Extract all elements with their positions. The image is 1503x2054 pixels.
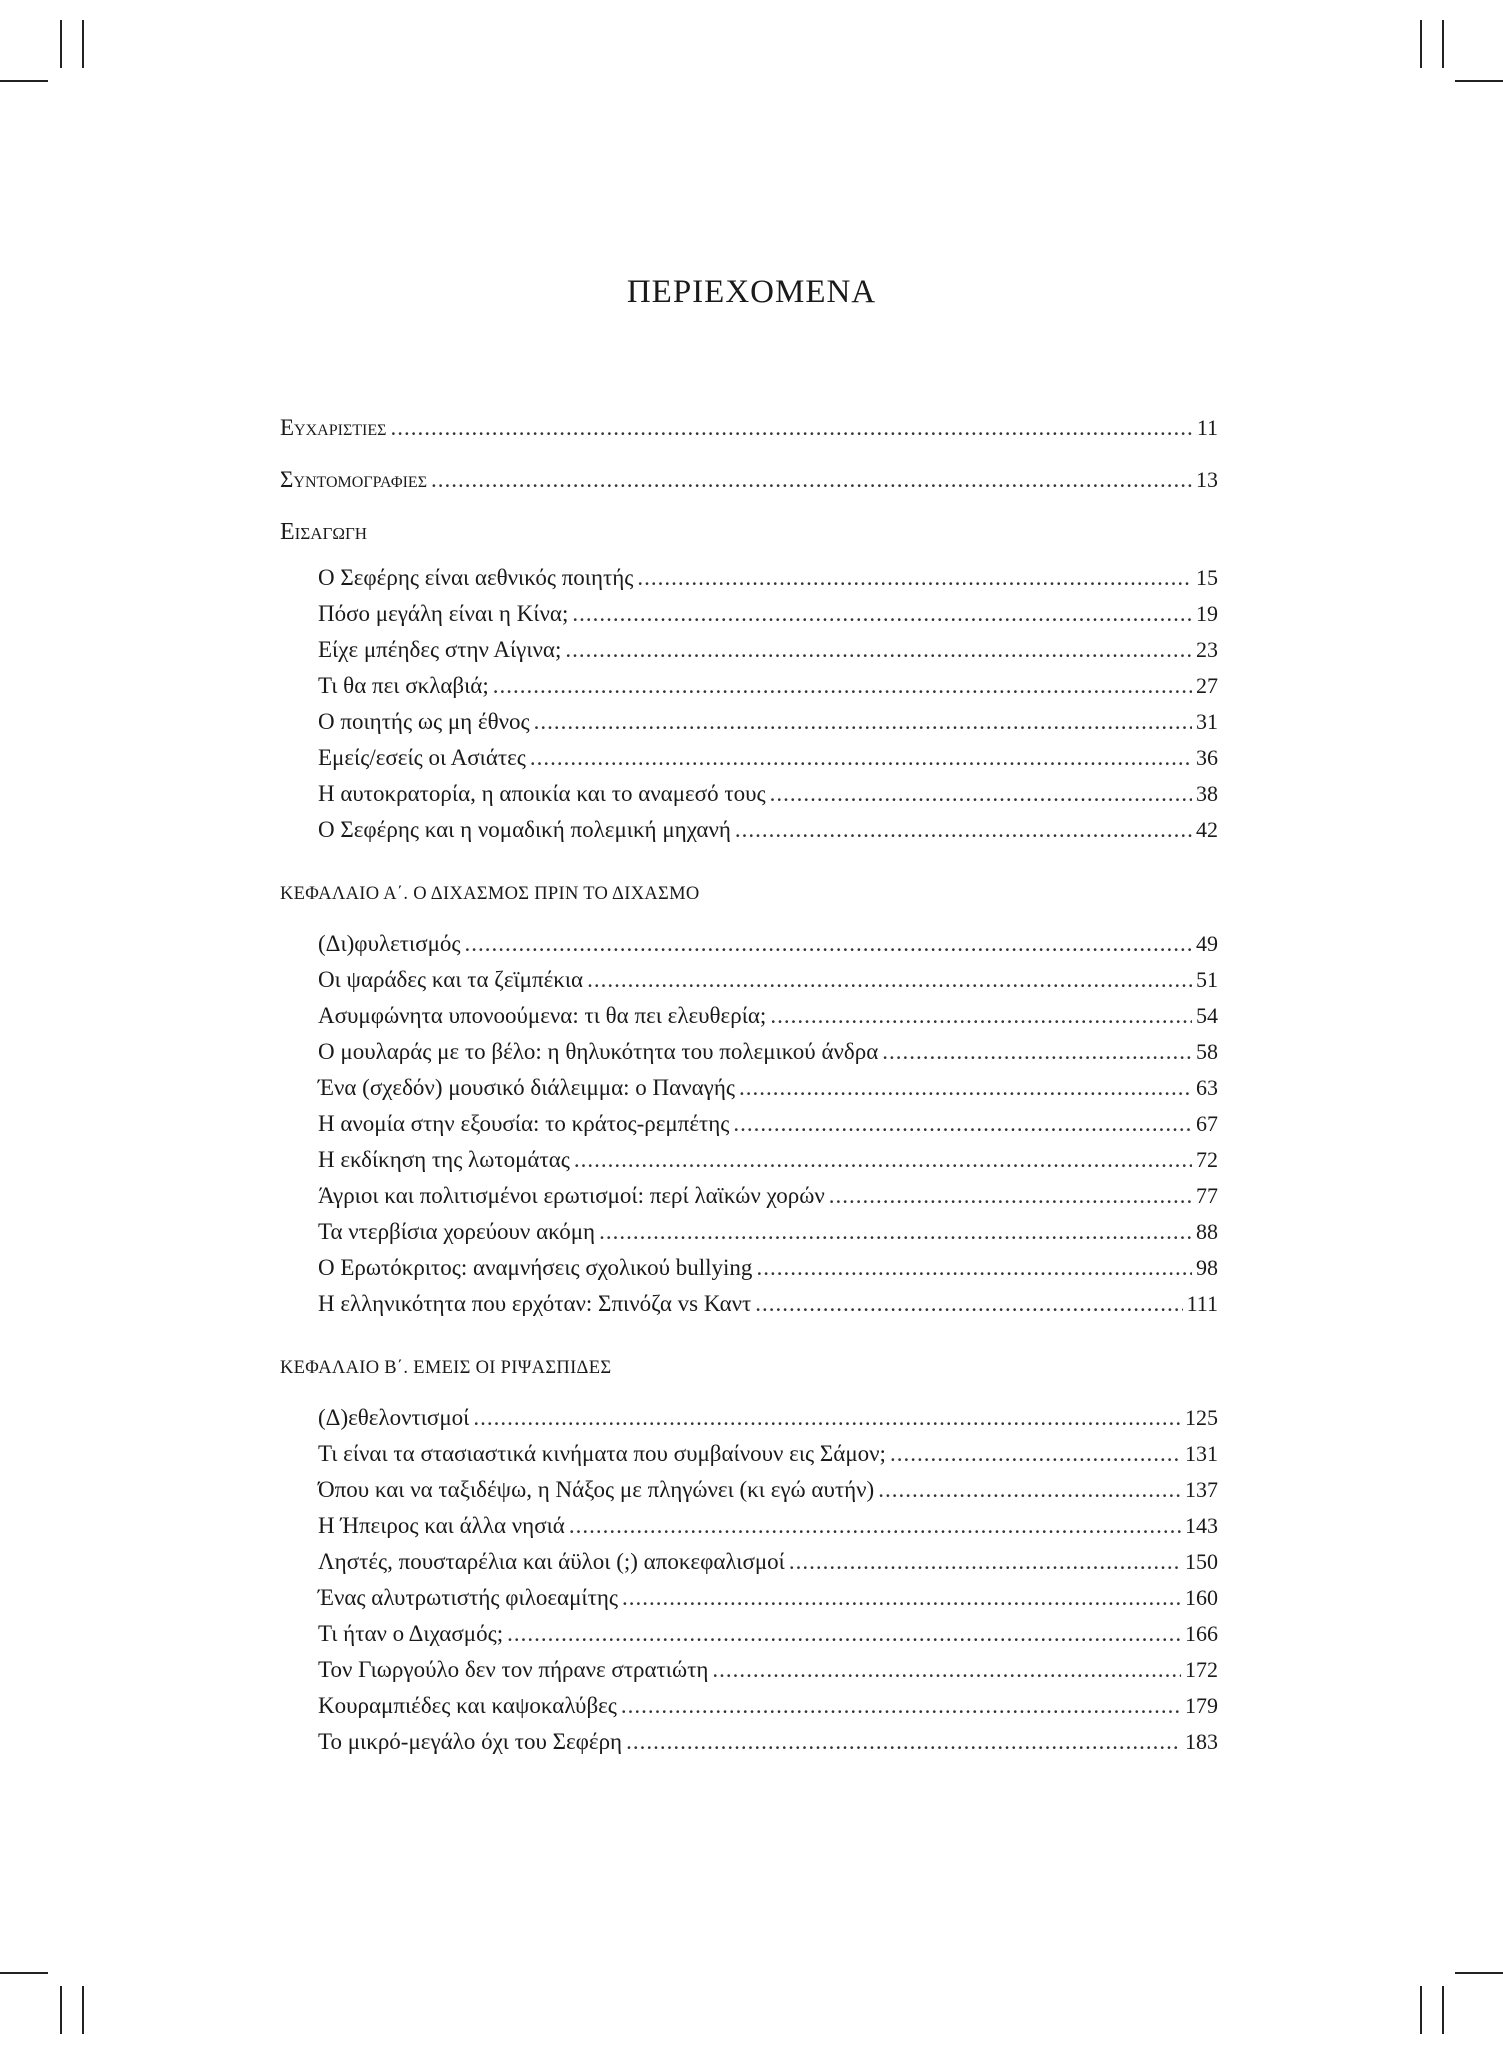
toc-entry-page: 42 bbox=[1196, 817, 1218, 842]
toc-entry-title: Η ελληνικότητα που ερχόταν: Σπινόζα vs Καντ bbox=[318, 1291, 752, 1316]
toc-entry bbox=[280, 1286, 1218, 1322]
toc-entry-title: (Δ)εθελοντισμοί bbox=[318, 1405, 470, 1430]
toc-entry bbox=[280, 596, 1218, 632]
crop-mark bbox=[1442, 20, 1444, 68]
toc-entry-page: 38 bbox=[1196, 781, 1218, 806]
toc-entry-title: Είχε μπέηδες στην Αίγινα; bbox=[318, 637, 562, 662]
dot-leader bbox=[431, 462, 1192, 498]
toc-entry-page: 131 bbox=[1185, 1441, 1218, 1466]
crop-mark bbox=[82, 1986, 84, 2034]
toc-entry-page: 166 bbox=[1185, 1621, 1218, 1646]
toc-entry bbox=[280, 1142, 1218, 1178]
toc-entry-page: 51 bbox=[1196, 967, 1218, 992]
toc-entry-page: 111 bbox=[1186, 1291, 1218, 1316]
toc-entry-page: 63 bbox=[1196, 1075, 1218, 1100]
dot-leader bbox=[465, 926, 1192, 962]
toc-entry bbox=[280, 1472, 1218, 1508]
toc-entry bbox=[280, 668, 1218, 704]
toc-entry bbox=[280, 1688, 1218, 1724]
crop-mark bbox=[60, 1986, 62, 2034]
toc-entry bbox=[280, 1070, 1218, 1106]
dot-leader bbox=[882, 1034, 1192, 1070]
dot-leader bbox=[507, 1616, 1181, 1652]
toc-entry-title: Άγριοι και πολιτισμένοι ερωτισμοί: περί λαϊκών χορών bbox=[318, 1183, 825, 1208]
page-title: ΠΕΡΙΕΧΟΜΕΝΑ bbox=[626, 274, 877, 310]
dot-leader bbox=[530, 740, 1192, 776]
toc-entry-page: 49 bbox=[1196, 931, 1218, 956]
dot-leader bbox=[587, 962, 1192, 998]
toc-entry bbox=[280, 1652, 1218, 1688]
dot-leader bbox=[755, 1286, 1182, 1322]
toc-entry-title: Όπου και να ταξιδέψω, η Νάξος με πληγώνει (κι εγώ αυτήν) bbox=[318, 1477, 875, 1502]
crop-mark bbox=[0, 80, 48, 82]
dot-leader bbox=[621, 1688, 1181, 1724]
toc-entry bbox=[280, 740, 1218, 776]
toc-entry bbox=[280, 962, 1218, 998]
dot-leader bbox=[735, 812, 1192, 848]
toc-entry bbox=[280, 1178, 1218, 1214]
toc-entry-title: Ένας αλυτρωτιστής φιλοεαμίτης bbox=[318, 1585, 618, 1610]
toc-entry-title: Ο μουλαράς με το βέλο: η θηλυκότητα του πολεμικού άνδρα bbox=[318, 1039, 879, 1064]
dot-leader bbox=[565, 632, 1192, 668]
toc-entry bbox=[280, 1580, 1218, 1616]
section-heading-introduction: Εισαγωγη bbox=[280, 519, 368, 545]
toc-entry bbox=[280, 1106, 1218, 1142]
toc-entry-page: 183 bbox=[1185, 1729, 1218, 1754]
toc-entry-page: 77 bbox=[1196, 1183, 1218, 1208]
toc-entry bbox=[280, 998, 1218, 1034]
toc-entry-page: 125 bbox=[1185, 1405, 1218, 1430]
toc-entry-title: (Δι)φυλετισμός bbox=[318, 931, 461, 956]
toc-entry-title: Πόσο μεγάλη είναι η Κίνα; bbox=[318, 601, 569, 626]
toc-entry-title: Ένα (σχεδόν) μουσικό διάλειμμα: ο Παναγής bbox=[318, 1075, 735, 1100]
toc-entry-title: Τα ντερβίσια χορεύουν ακόμη bbox=[318, 1219, 596, 1244]
toc-entry-title: Η Ήπειρος και άλλα νησιά bbox=[318, 1513, 565, 1538]
toc-entry-page: 54 bbox=[1196, 1003, 1218, 1028]
toc-entry-title: Η ανομία στην εξουσία: το κράτος-ρεμπέτης bbox=[318, 1111, 730, 1136]
dot-leader bbox=[390, 410, 1192, 446]
toc-entry bbox=[280, 926, 1218, 962]
dot-leader bbox=[626, 1724, 1181, 1760]
introduction-entries bbox=[280, 560, 1218, 848]
crop-mark bbox=[1442, 1986, 1444, 2034]
crop-mark bbox=[1455, 80, 1503, 82]
toc-entry bbox=[280, 1724, 1218, 1760]
toc-entry bbox=[280, 776, 1218, 812]
crop-mark bbox=[82, 20, 84, 68]
toc-entry-title: Ληστές, πουσταρέλια και άϋλοι (;) αποκεφαλισμοί bbox=[318, 1549, 785, 1574]
toc-entry-page: 88 bbox=[1196, 1219, 1218, 1244]
toc-entry-title: Ασυμφώνητα υπονοούμενα: τι θα πει ελευθερία; bbox=[318, 1003, 767, 1028]
toc-entry-title: Τι θα πει σκλαβιά; bbox=[318, 673, 489, 698]
dot-leader bbox=[473, 1400, 1181, 1436]
toc-entry bbox=[280, 1034, 1218, 1070]
dot-leader bbox=[890, 1436, 1181, 1472]
chapter-a-entries bbox=[280, 926, 1218, 1322]
toc-entry-abbreviations bbox=[280, 462, 1218, 498]
dot-leader bbox=[493, 668, 1192, 704]
toc-entry bbox=[280, 1250, 1218, 1286]
dot-leader bbox=[622, 1580, 1181, 1616]
toc-entry-title: Οι ψαράδες και τα ζεϊμπέκια bbox=[318, 967, 584, 992]
toc-entry-title: Τι είναι τα στασιαστικά κινήματα που συμβαίνουν εις Σάμον; bbox=[318, 1441, 886, 1466]
toc-entry bbox=[280, 1508, 1218, 1544]
toc-entry-title: Ο ποιητής ως μη έθνος bbox=[318, 709, 530, 734]
toc-entry-page: 11 bbox=[1196, 415, 1218, 440]
toc-entry-page: 13 bbox=[1196, 467, 1218, 492]
chapter-a-heading: ΚΕΦΑΛΑΙΟ Α΄. Ο ΔΙΧΑΣΜΟΣ ΠΡΙΝ ΤΟ ΔΙΧΑΣΜΟ bbox=[280, 884, 700, 904]
toc-entry-title: Τι ήταν ο Διχασμός; bbox=[318, 1621, 504, 1646]
dot-leader bbox=[599, 1214, 1192, 1250]
toc-entry-page: 36 bbox=[1196, 745, 1218, 770]
table-of-contents bbox=[280, 410, 1218, 1760]
toc-entry bbox=[280, 1400, 1218, 1436]
dot-leader bbox=[829, 1178, 1192, 1214]
crop-mark bbox=[1455, 1972, 1503, 1974]
toc-entry-page: 67 bbox=[1196, 1111, 1218, 1136]
chapter-b-entries bbox=[280, 1400, 1218, 1760]
toc-entry-title: Η εκδίκηση της λωτομάτας bbox=[318, 1147, 570, 1172]
toc-entry bbox=[280, 1214, 1218, 1250]
toc-entry bbox=[280, 632, 1218, 668]
toc-entry-title: Συντομογραφιεσ bbox=[280, 467, 428, 492]
dot-leader bbox=[878, 1472, 1181, 1508]
toc-entry-page: 15 bbox=[1196, 565, 1218, 590]
toc-entry-page: 172 bbox=[1185, 1657, 1218, 1682]
toc-entry-title: Τον Γιωργούλο δεν τον πήρανε στρατιώτη bbox=[318, 1657, 709, 1682]
toc-entry-page: 143 bbox=[1185, 1513, 1218, 1538]
toc-entry-page: 19 bbox=[1196, 601, 1218, 626]
toc-entry bbox=[280, 704, 1218, 740]
dot-leader bbox=[572, 596, 1192, 632]
crop-mark bbox=[1420, 20, 1422, 68]
toc-entry-page: 31 bbox=[1196, 709, 1218, 734]
crop-mark bbox=[1420, 1986, 1422, 2034]
toc-entry-page: 23 bbox=[1196, 637, 1218, 662]
dot-leader bbox=[739, 1070, 1192, 1106]
toc-entry-title: Ευχαριστιεσ bbox=[280, 415, 387, 440]
dot-leader bbox=[733, 1106, 1192, 1142]
dot-leader bbox=[770, 776, 1192, 812]
dot-leader bbox=[637, 560, 1192, 596]
toc-entry-page: 72 bbox=[1196, 1147, 1218, 1172]
toc-entry bbox=[280, 1544, 1218, 1580]
toc-entry-title: Ο Σεφέρης και η νομαδική πολεμική μηχανή bbox=[318, 817, 731, 842]
toc-entry-page: 58 bbox=[1196, 1039, 1218, 1064]
toc-entry-page: 150 bbox=[1185, 1549, 1218, 1574]
toc-entry-page: 137 bbox=[1185, 1477, 1218, 1502]
toc-entry-page: 160 bbox=[1185, 1585, 1218, 1610]
toc-entry-acknowledgements bbox=[280, 410, 1218, 446]
crop-mark bbox=[0, 1972, 48, 1974]
dot-leader bbox=[574, 1142, 1192, 1178]
toc-entry-page: 98 bbox=[1196, 1255, 1218, 1280]
dot-leader bbox=[756, 1250, 1192, 1286]
toc-entry-page: 179 bbox=[1185, 1693, 1218, 1718]
toc-entry bbox=[280, 812, 1218, 848]
chapter-b-heading: ΚΕΦΑΛΑΙΟ Β΄. ΕΜΕΙΣ ΟΙ ΡΙΨΑΣΠΙΔΕΣ bbox=[280, 1358, 612, 1378]
toc-entry-title: Εμείς/εσείς οι Ασιάτες bbox=[318, 745, 526, 770]
dot-leader bbox=[712, 1652, 1181, 1688]
toc-entry bbox=[280, 560, 1218, 596]
toc-entry-title: Το μικρό-μεγάλο όχι του Σεφέρη bbox=[318, 1729, 623, 1754]
dot-leader bbox=[569, 1508, 1181, 1544]
dot-leader bbox=[789, 1544, 1181, 1580]
toc-entry-title: Κουραμπιέδες και καψοκαλύβες bbox=[318, 1693, 617, 1718]
toc-entry-title: Ο Σεφέρης είναι αεθνικός ποιητής bbox=[318, 565, 634, 590]
toc-entry bbox=[280, 1436, 1218, 1472]
toc-entry-title: Η αυτοκρατορία, η αποικία και το αναμεσό τους bbox=[318, 781, 766, 806]
toc-entry bbox=[280, 1616, 1218, 1652]
dot-leader bbox=[770, 998, 1192, 1034]
crop-mark bbox=[60, 20, 62, 68]
dot-leader bbox=[534, 704, 1192, 740]
toc-entry-page: 27 bbox=[1196, 673, 1218, 698]
toc-entry-title: Ο Ερωτόκριτος: αναμνήσεις σχολικού bullying bbox=[318, 1255, 753, 1280]
